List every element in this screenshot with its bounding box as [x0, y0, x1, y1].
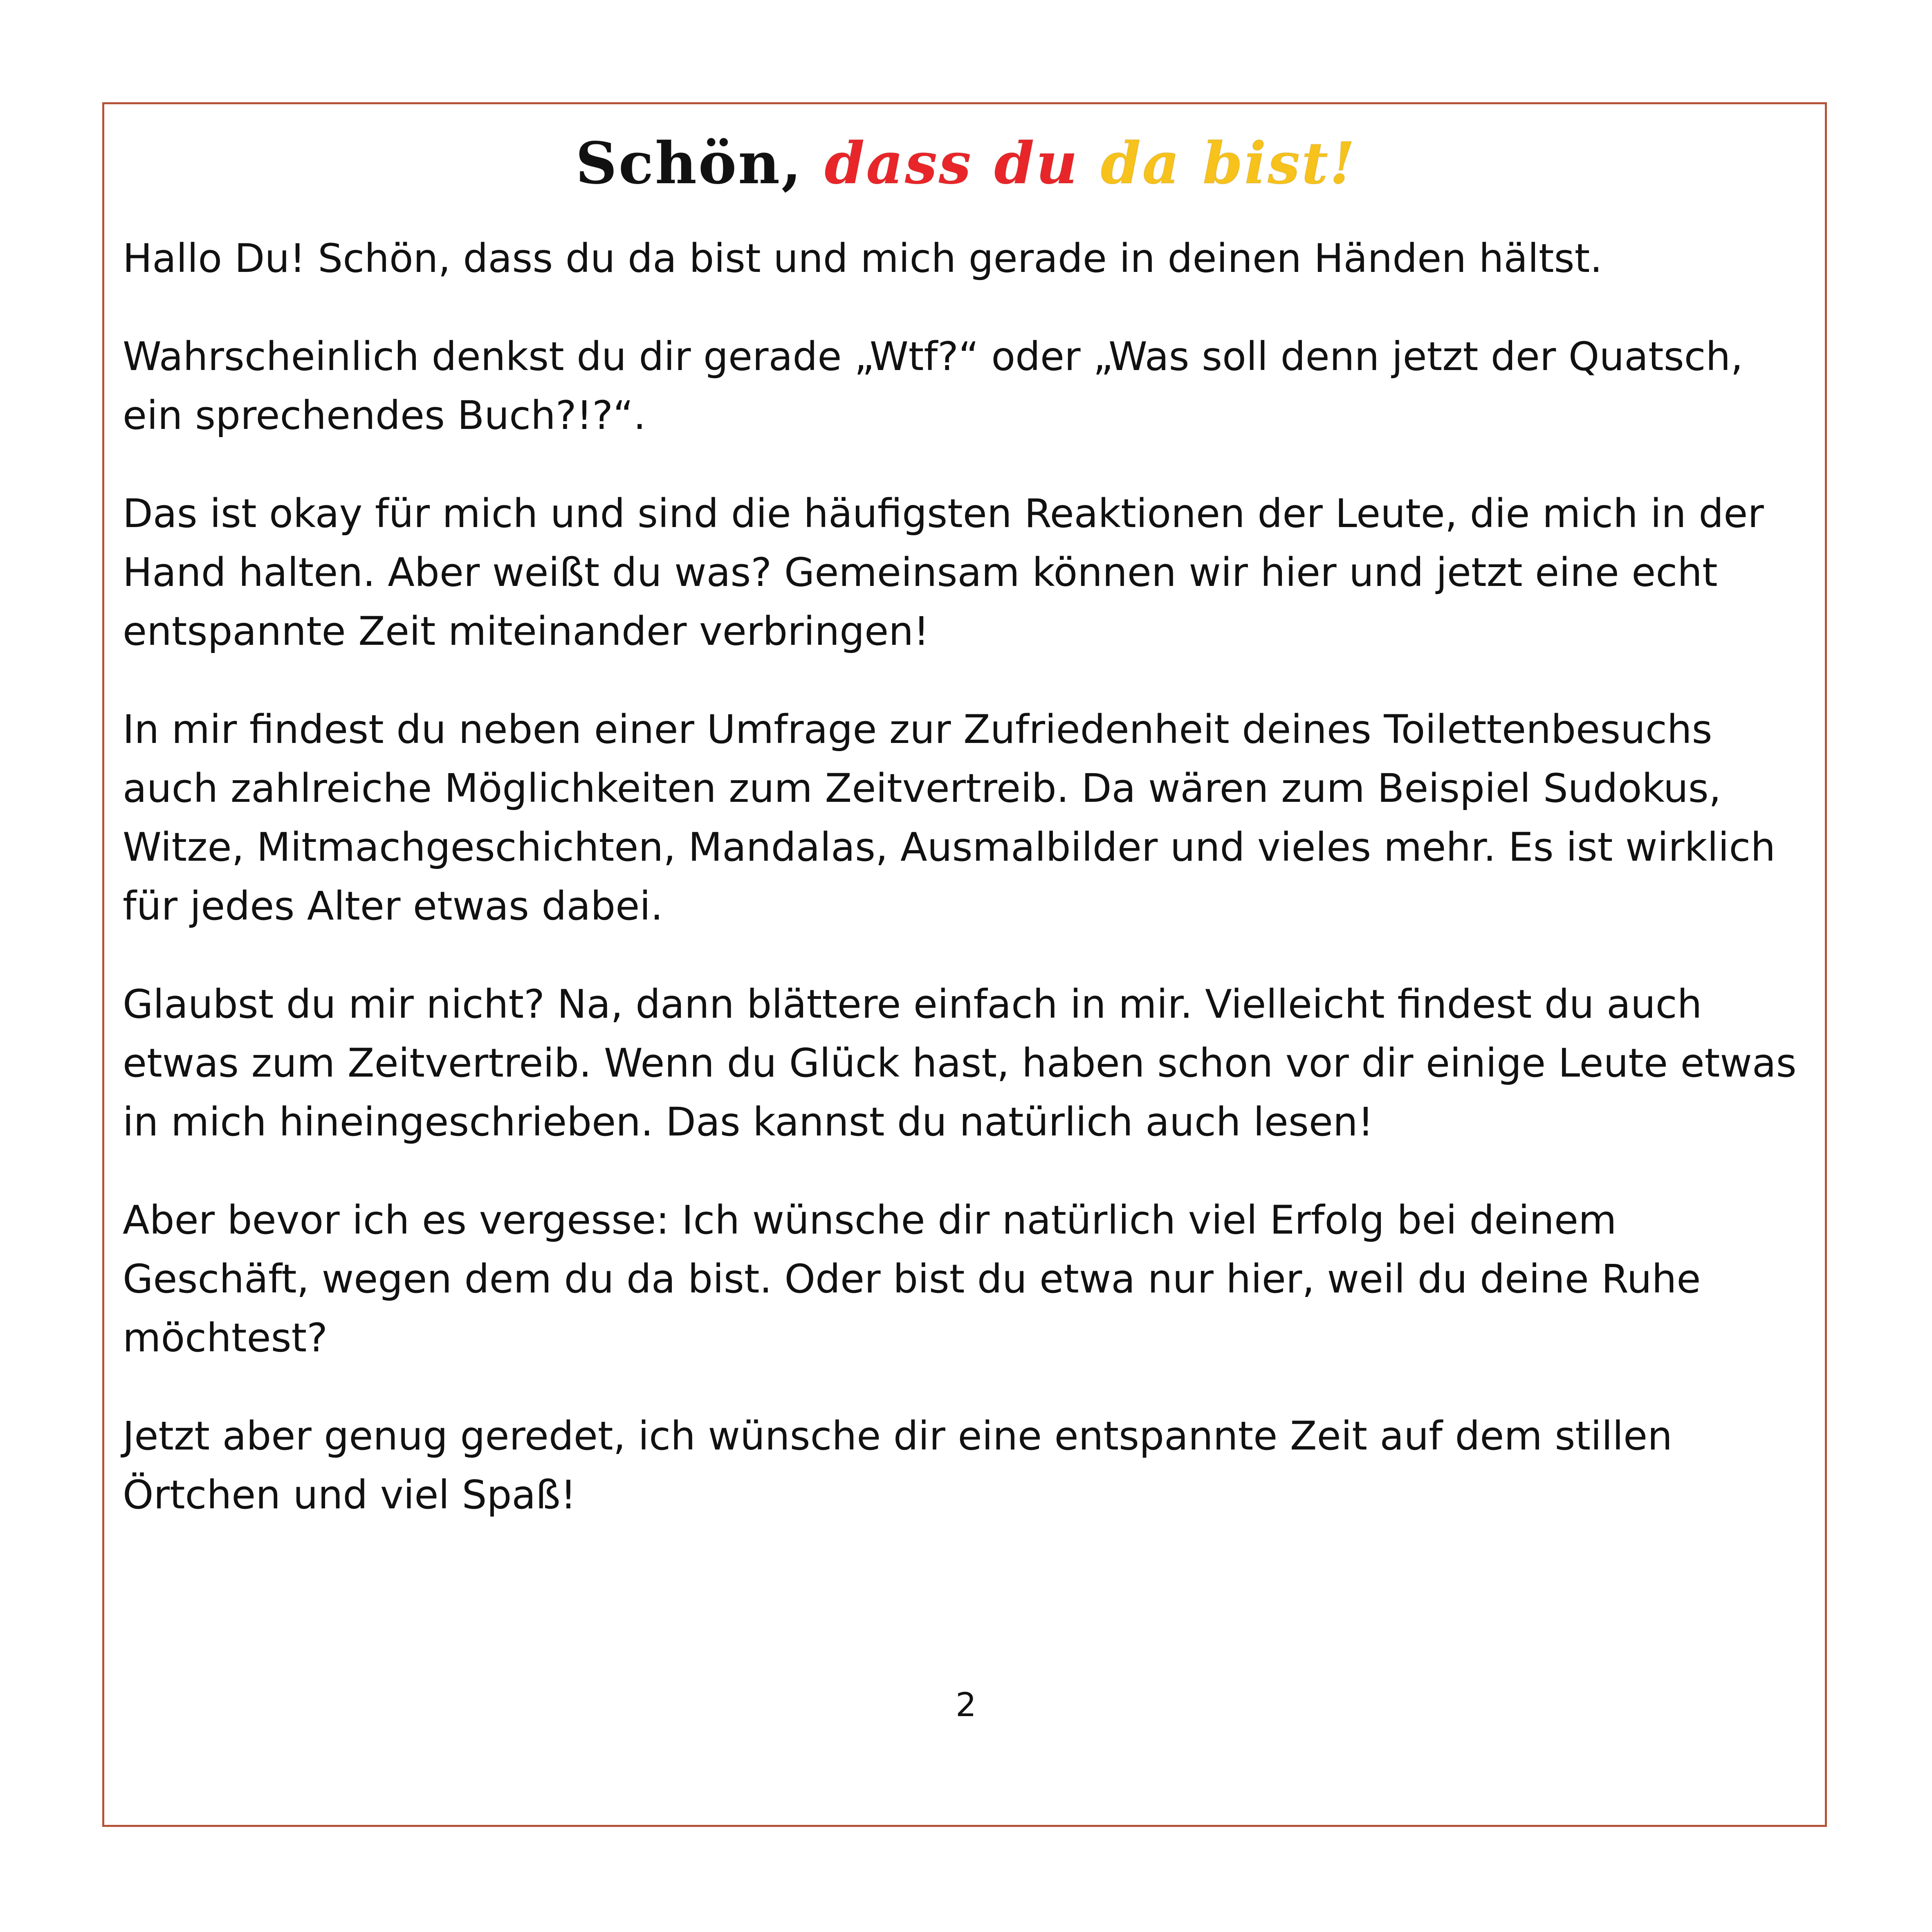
title-part-schoen: Schön,	[575, 130, 803, 197]
paragraph-6: Aber bevor ich es vergesse: Ich wünsche dir natürlich viel Erfolg bei deinem Geschäft, wegen dem du da bist. Oder bist du etwa nur hier, weil du deine Ruhe möchtest?	[123, 1197, 1701, 1361]
paragraph-4: In mir findest du neben einer Umfrage zur Zufriedenheit deines Toilettenbesuchs auch zahlreiche Möglichkeiten zum Zeitvertreib. Da wären zum Beispiel Sudokus, Witze, Mitmachgeschichten, Mandalas, Ausmalbilder und vieles mehr. Es ist wirklich für jedes Alter etwas dabei.	[123, 707, 1776, 929]
body-text	[123, 229, 1811, 1564]
page-number: 2	[956, 1686, 976, 1724]
paragraph-2: Wahrscheinlich denkst du dir gerade „Wtf?“ oder „Was soll denn jetzt der Quatsch, ein sprechendes Buch?!?“.	[123, 334, 1743, 438]
paragraph-1: Hallo Du! Schön, dass du da bist und mich gerade in deinen Händen hältst.	[123, 236, 1602, 281]
paragraph-7: Jetzt aber genug geredet, ich wünsche dir eine entspannte Zeit auf dem stillen Örtchen und viel Spaß!	[123, 1413, 1673, 1518]
title-part-da-bist: da bist!	[1100, 130, 1357, 197]
page-title	[0, 123, 1932, 204]
paragraph-3: Das ist okay für mich und sind die häufigsten Reaktionen der Leute, die mich in der Hand halten. Aber weißt du was? Gemeinsam können wir hier und jetzt eine echt entspannte Zeit miteinander verbringen!	[123, 491, 1764, 654]
paragraph-5: Glaubst du mir nicht? Na, dann blättere einfach in mir. Vielleicht findest du auch etwas zum Zeitvertreib. Wenn du Glück hast, haben schon vor dir einige Leute etwas in mich hineingeschrieben. Das kannst du natürlich auch lesen!	[123, 981, 1797, 1145]
title-part-dass-du: dass du	[824, 130, 1079, 197]
